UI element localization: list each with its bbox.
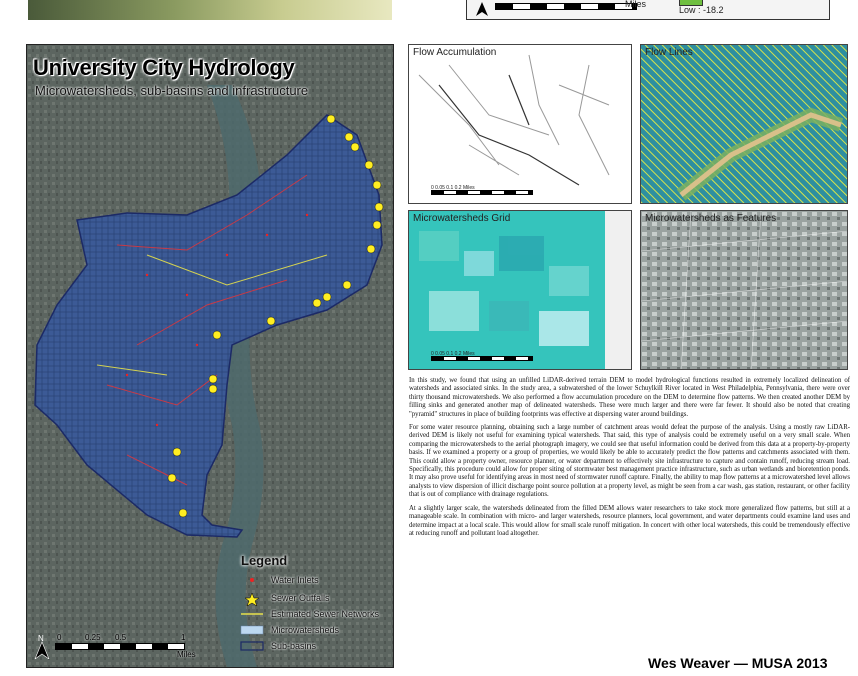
legend-low-label: Low : -18.2 bbox=[679, 5, 724, 15]
scale-tick-1: 0.25 bbox=[85, 633, 101, 642]
scale-bar bbox=[495, 3, 637, 10]
microwatersheds-features-image bbox=[641, 211, 848, 370]
red-dot-icon bbox=[239, 575, 265, 585]
panel-label: Microwatersheds Grid bbox=[413, 213, 511, 224]
scale-unit: Miles bbox=[625, 0, 647, 9]
panel-flow-lines bbox=[640, 44, 848, 204]
blue-outline-box-icon bbox=[239, 641, 265, 651]
legend-item-sub-basins: Sub-basins bbox=[239, 639, 316, 653]
map-subtitle: Microwatersheds, sub-basins and infrastructure bbox=[35, 83, 309, 98]
panel-microwatersheds-grid bbox=[408, 210, 632, 370]
legend-title: Legend bbox=[241, 553, 288, 568]
hydrology-map bbox=[26, 44, 394, 668]
body-text bbox=[409, 377, 850, 543]
yellow-star-icon bbox=[239, 593, 265, 603]
paragraph: For some water resource planning, obtaining such a large number of catchment areas would defeat the purpose of the analysis. Using a mostly raw LiDAR-derived DEM is likely not useful for examining typical watersheds. That said, this type of analysis could be extremely useful on a very small scale. When comparing the microwatersheds to the aerial photograph imagery, we could see that useful information could be derived from this data at a property-by-property basis. If we examined a property or a group of properties, we would likely be able to accurately predict the flow patterns and catchments associated with them. This could allow a property owner, resource planner, or water department to effectively site infrastructure to capture and contain runoff, reducing stream load. Specifically, this procedure could allow for proper siting of stormwater best management practice infrastructure, such as urban wetlands and bioretention ponds. It may also prove useful for identifying areas in most need of stormwater runoff capture. Finally, the ability to map flow patterns at a microwatershed level allows analysts to view dispersion of illicit discharge point source pollution at a property level, as might be seen from a car wash, gas station, restaurant, or other facility that is out of compliance with drainage regulations. bbox=[409, 424, 850, 499]
legend bbox=[235, 553, 391, 665]
scale-tick-0: 0 bbox=[57, 633, 62, 642]
north-arrow-icon bbox=[475, 2, 489, 16]
map-scale-bar bbox=[55, 643, 185, 650]
panel-label: Flow Lines bbox=[645, 47, 693, 58]
flow-lines-image bbox=[641, 45, 848, 204]
panel-scale-ticks: 0 0.05 0.1 0.2 Miles bbox=[431, 351, 475, 357]
panel-scale-ticks: 0 0.05 0.1 0.2 Miles bbox=[431, 185, 475, 191]
legend-item-sewer-networks: Estimated Sewer Networks bbox=[239, 607, 379, 621]
legend-item-water-inlets: Water Inlets bbox=[239, 573, 319, 587]
author-credit: Wes Weaver — MUSA 2013 bbox=[648, 655, 828, 671]
panel-microwatersheds-features bbox=[640, 210, 848, 370]
yellow-line-icon bbox=[239, 609, 265, 619]
legend-item-microwatersheds: Microwatersheds bbox=[239, 623, 339, 637]
panel-label: Flow Accumulation bbox=[413, 47, 497, 58]
scale-unit: Miles bbox=[177, 650, 196, 659]
scale-tick-2: 0.5 bbox=[115, 633, 127, 642]
microwatersheds-grid-image bbox=[409, 211, 632, 370]
panel-flow-accumulation bbox=[408, 44, 632, 204]
north-arrow-icon bbox=[33, 633, 51, 659]
legend-item-sewer-outfalls: Sewer Outfalls bbox=[239, 591, 330, 605]
flow-accumulation-image bbox=[409, 45, 632, 204]
svg-text:N: N bbox=[38, 634, 44, 643]
top-left-map-fragment bbox=[28, 0, 392, 20]
paragraph: At a slightly larger scale, the watersheds delineated from the filled DEM allows water researchers to take stock more generalized flow patterns, but still at a manageable scale. In combination with micro- and larger watersheds, resource planners, local government, and water departments could examine land uses and determine impact at a local scale. This would allow for small scale runoff mitigation. In concert with other local watersheds, this could be tremendously effective at reducing runoff and pollutant load altogether. bbox=[409, 504, 850, 537]
map-title: University City Hydrology bbox=[33, 55, 295, 80]
panel-label: Microwatersheds as Features bbox=[645, 213, 777, 224]
paragraph: In this study, we found that using an unfilled LiDAR-derived terrain DEM to model hydrological functions resulted in extremely localized delineation of watersheds and associated sinks. In the study area, a subwatershed of the lower Schuylkill River located in West Philadelphia, Pennsylvania, there were over thirty thousand microwatersheds. We also performed a flow accumulation procedure on the DEM to determine flow patterns. We then created another DEM by filling sinks and generated another map of delineated watersheds. These were much larger and there were far fewer. It should also be noted that creating "pyramid" structures in place of building footprints was effective at dispersing water around buildings. bbox=[409, 377, 850, 418]
light-blue-box-icon bbox=[239, 625, 265, 635]
scale-tick-3: 1 bbox=[181, 633, 186, 642]
top-map-fragment bbox=[466, 0, 830, 20]
